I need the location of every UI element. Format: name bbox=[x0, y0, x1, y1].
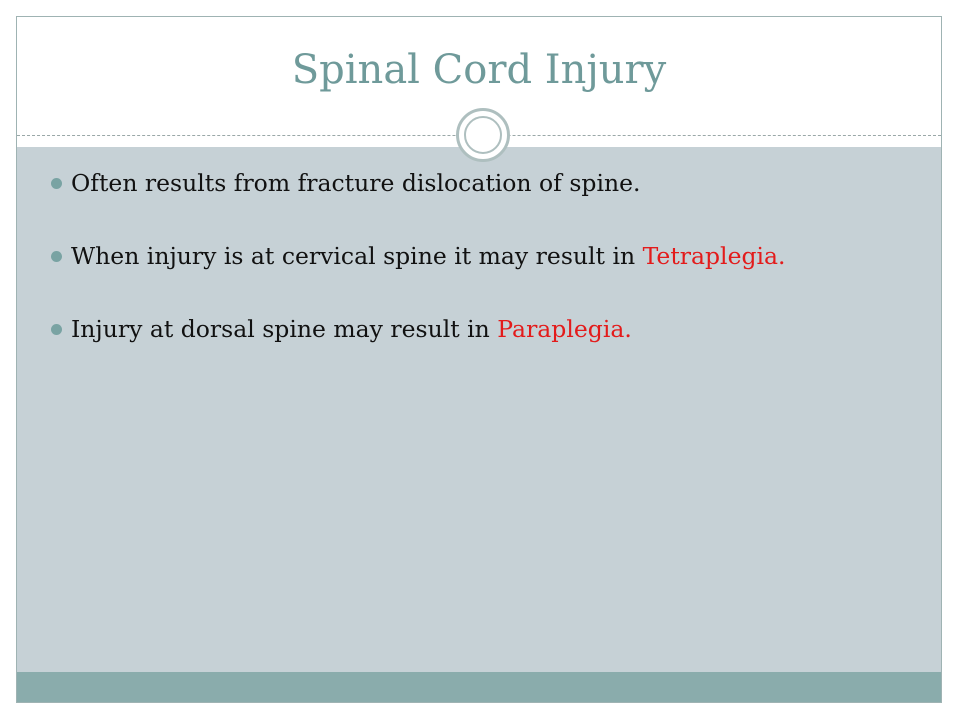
bullet-highlight-term: Tetraplegia. bbox=[642, 242, 786, 270]
slide bbox=[16, 16, 942, 703]
ring-inner bbox=[464, 116, 502, 154]
bullet-item bbox=[51, 313, 911, 346]
bullet-text: Often results from fracture dislocation of spine. bbox=[71, 169, 641, 197]
bullet-highlight-term: Paraplegia. bbox=[497, 315, 632, 343]
footer-bar bbox=[17, 672, 941, 703]
bullet-text: Injury at dorsal spine may result in bbox=[71, 315, 498, 343]
bullet-text: When injury is at cervical spine it may result in bbox=[71, 242, 643, 270]
bullet-list bbox=[51, 167, 911, 386]
bullet-item bbox=[51, 167, 911, 200]
slide-title: Spinal Cord Injury bbox=[291, 47, 667, 93]
ring-icon bbox=[456, 108, 510, 162]
bullet-item bbox=[51, 240, 911, 273]
